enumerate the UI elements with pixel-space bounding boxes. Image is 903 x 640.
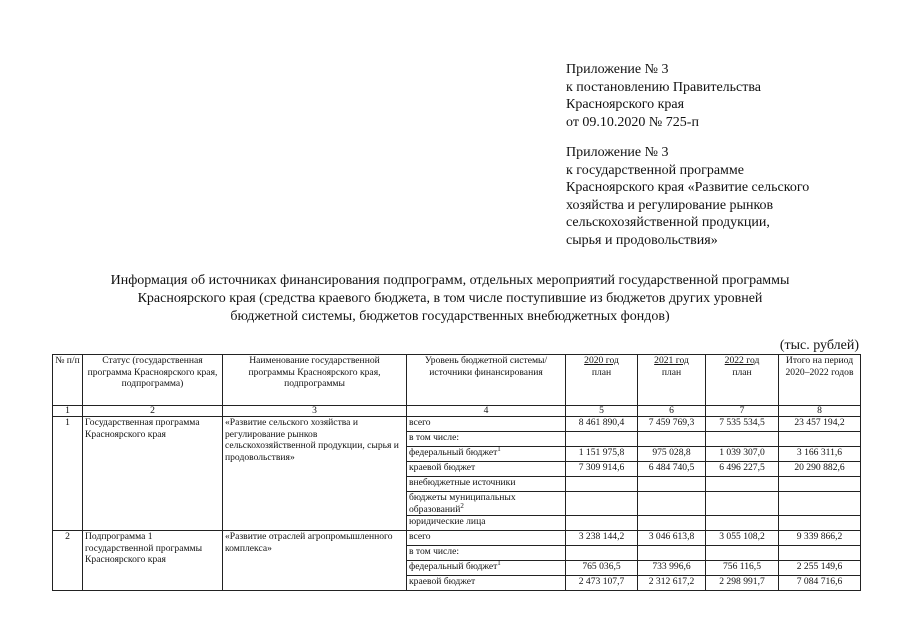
value-2020: 7 309 914,6 <box>566 462 638 477</box>
year-label: 2022 год <box>724 355 760 366</box>
column-number-row <box>53 406 861 417</box>
value-2022: 1 039 307,0 <box>706 447 779 462</box>
budget-level-cell <box>407 561 566 576</box>
value-2020: 2 473 107,7 <box>566 576 638 591</box>
value-2021 <box>638 477 706 492</box>
budget-level-cell <box>407 492 566 516</box>
value-2020 <box>566 492 638 516</box>
value-total: 23 457 194,2 <box>779 417 861 432</box>
value-total <box>779 546 861 561</box>
footnote-mark: 2 <box>460 501 464 510</box>
value-total <box>779 516 861 531</box>
budget-level-label: юридические лица <box>409 516 486 528</box>
value-2022 <box>706 516 779 531</box>
value-2021: 2 312 617,2 <box>638 576 706 591</box>
budget-level-cell <box>407 531 566 546</box>
budget-level-label: краевой бюджет <box>409 462 476 473</box>
budget-level-label: всего <box>409 417 431 428</box>
value-2021 <box>638 432 706 447</box>
table-row <box>53 531 861 546</box>
title-line: Красноярского края (средства краевого бюджета, в том числе поступившие из бюджетов других уровней <box>137 291 763 306</box>
title-line: Информация об источниках финансирования подпрограмм, отдельных мероприятий государственной программы <box>110 273 790 288</box>
financing-table <box>52 354 861 591</box>
table-row <box>53 417 861 432</box>
budget-level-cell <box>407 462 566 477</box>
plan-label: план <box>732 366 752 378</box>
budget-level-cell <box>407 477 566 492</box>
value-total: 2 255 149,6 <box>779 561 861 576</box>
value-2022: 3 055 108,2 <box>706 531 779 546</box>
col-header-name: Наименование государственной программы Красноярского края, подпрограммы <box>223 355 407 406</box>
value-2020: 1 151 975,8 <box>566 447 638 462</box>
col-header-level: Уровень бюджетной системы/источники финансирования <box>407 355 566 406</box>
appendix-line: хозяйства и регулирование рынков <box>566 197 774 213</box>
appendix-line: сырья и продовольствия» <box>566 232 718 248</box>
year-label: 2021 год <box>654 355 689 366</box>
row-program-name: «Развитие отраслей агропромышленного комплекса» <box>223 531 407 591</box>
footnote-mark: 1 <box>497 444 501 453</box>
appendix-line: от 09.10.2020 № 725-п <box>566 114 699 130</box>
value-2020 <box>566 516 638 531</box>
header-row <box>53 355 861 406</box>
column-number: 4 <box>407 406 566 417</box>
budget-level-cell <box>407 516 566 531</box>
value-2022 <box>706 432 779 447</box>
appendix-line: Красноярского края «Развитие сельского <box>566 180 810 195</box>
value-2020 <box>566 432 638 447</box>
year-label: 2020 год <box>584 355 619 366</box>
value-2021: 733 996,6 <box>638 561 706 576</box>
value-total: 7 084 716,6 <box>779 576 861 591</box>
value-2020: 3 238 144,2 <box>566 531 638 546</box>
col-header-num: № п/п <box>53 355 83 406</box>
column-number: 5 <box>566 406 638 417</box>
value-2022 <box>706 492 779 516</box>
value-2021 <box>638 516 706 531</box>
value-2020: 765 036,5 <box>566 561 638 576</box>
budget-level-label: бюджеты муниципальных образований <box>409 492 516 515</box>
value-2020 <box>566 477 638 492</box>
value-2022: 7 535 534,5 <box>706 417 779 432</box>
value-total: 3 166 311,6 <box>779 447 861 462</box>
col-header-total: Итого на период 2020–2022 годов <box>779 355 861 406</box>
column-number: 2 <box>83 406 223 417</box>
value-2022: 2 298 991,7 <box>706 576 779 591</box>
value-2021: 975 028,8 <box>638 447 706 462</box>
budget-level-label: краевой бюджет <box>409 576 476 588</box>
row-program-name: «Развитие сельского хозяйства и регулирование рынков сельскохозяйственной продукции, сырья и продовольствия» <box>223 417 407 531</box>
col-header-2020 <box>566 355 638 406</box>
row-status: Подпрограмма 1 государственной программы Красноярского края <box>83 531 223 591</box>
budget-level-label: в том числе: <box>409 546 460 558</box>
plan-label: план <box>661 366 682 378</box>
budget-level-label: федеральный бюджет <box>409 447 498 458</box>
appendix-resolution-block <box>566 61 761 131</box>
table-body <box>53 417 861 591</box>
col-header-status: Статус (государственная программа Красноярского края, подпрограмма) <box>83 355 223 406</box>
appendix-line: Приложение № 3 <box>566 145 669 160</box>
units-label: (тыс. рублей) <box>779 338 859 353</box>
footnote-mark: 1 <box>497 559 501 567</box>
document-title <box>80 272 820 326</box>
value-total: 9 339 866,2 <box>779 531 861 546</box>
budget-level-cell <box>407 576 566 591</box>
budget-level-label: федеральный бюджет <box>409 561 498 573</box>
value-total <box>779 477 861 492</box>
row-number: 2 <box>53 531 83 591</box>
value-total: 20 290 882,6 <box>779 462 861 477</box>
budget-level-label: всего <box>409 531 431 543</box>
budget-level-label: внебюджетные источники <box>409 477 516 488</box>
budget-level-cell <box>407 432 566 447</box>
appendix-line: сельскохозяйственной продукции, <box>566 215 770 230</box>
title-line: бюджетной системы, бюджетов государственных внебюджетных фондов) <box>230 309 670 324</box>
column-number: 3 <box>223 406 407 417</box>
column-number: 8 <box>779 406 861 417</box>
value-2021 <box>638 546 706 561</box>
column-number: 7 <box>706 406 779 417</box>
value-2021: 7 459 769,3 <box>638 417 706 432</box>
value-2020 <box>566 546 638 561</box>
value-2022 <box>706 477 779 492</box>
budget-level-cell <box>407 444 566 462</box>
value-2022: 6 496 227,5 <box>706 462 779 477</box>
appendix-line: Красноярского края <box>566 97 685 112</box>
value-2020: 8 461 890,4 <box>566 417 638 432</box>
appendix-program-block <box>566 144 809 249</box>
budget-level-label: в том числе: <box>409 432 460 443</box>
value-total <box>779 432 861 447</box>
row-status: Государственная программа Красноярского края <box>83 417 223 531</box>
value-2021: 3 046 613,8 <box>638 531 706 546</box>
col-header-2021 <box>638 355 706 406</box>
budget-level-cell <box>407 546 566 561</box>
value-2021: 6 484 740,5 <box>638 462 706 477</box>
value-2022: 756 116,5 <box>706 561 779 576</box>
appendix-line: к постановлению Правительства <box>566 79 762 95</box>
value-total <box>779 492 861 516</box>
column-number: 6 <box>638 406 706 417</box>
row-number: 1 <box>53 417 83 531</box>
value-2022 <box>706 546 779 561</box>
appendix-line: Приложение № 3 <box>566 62 669 77</box>
value-2021 <box>638 492 706 516</box>
budget-level-cell <box>407 417 566 432</box>
column-number: 1 <box>53 406 83 417</box>
appendix-line: к государственной программе <box>566 162 744 178</box>
col-header-2022 <box>706 355 779 406</box>
plan-label: план <box>591 366 612 378</box>
